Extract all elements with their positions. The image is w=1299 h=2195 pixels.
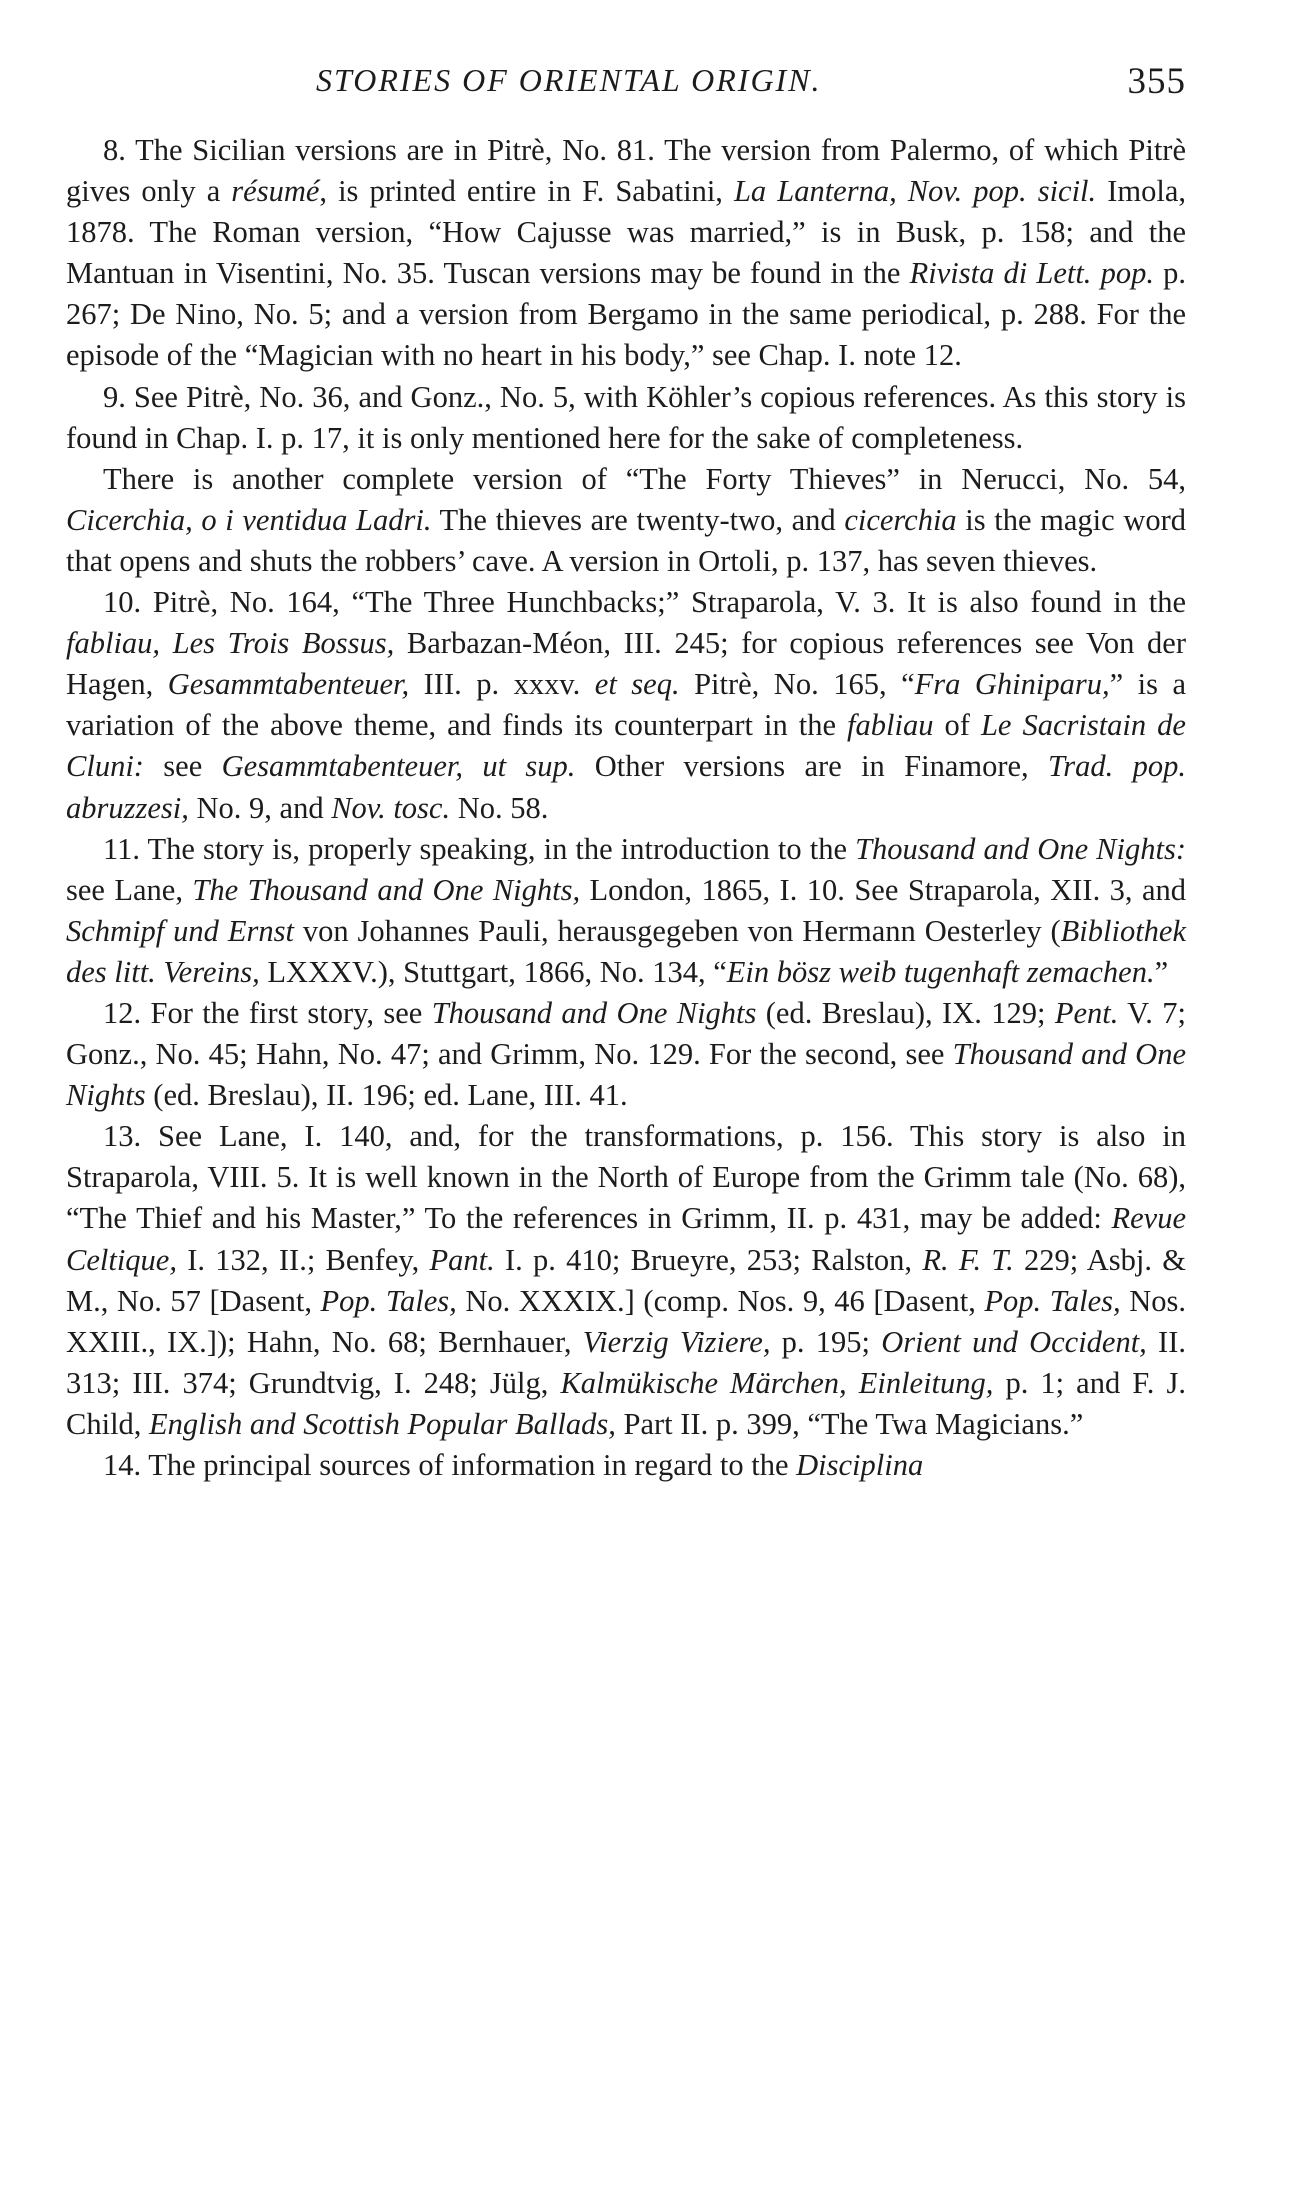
note-8 xyxy=(66,130,1186,377)
note-11 xyxy=(66,829,1186,993)
italic-citation: Le Sacristain de Cluni: xyxy=(66,708,1186,784)
note-text: 9. See Pitrè, No. 36, and Gonz., No. 5, with Köhler’s copious references. As this story is found in Chap. I. p. 17, it is only mentioned here for the sake of completeness. xyxy=(66,379,1186,455)
note-text: is the magic word that opens and shuts the robbers’ cave. A version in Ortoli, p. 137, has seven thieves. xyxy=(66,502,1186,578)
note-text: I. p. 410; Brueyre, 253; Ralston, xyxy=(494,1242,923,1277)
italic-citation: Thousand and One Nights xyxy=(431,995,757,1030)
note-text: ” xyxy=(1154,954,1169,989)
italic-citation: Revue Celtique, xyxy=(66,1201,1186,1277)
italic-citation: R. F. T. xyxy=(922,1242,1014,1277)
italic-citation: Kalmükische Märchen, Einleitung, xyxy=(560,1365,994,1400)
note-text: p. 195; xyxy=(770,1324,882,1359)
note-10 xyxy=(66,582,1186,829)
italic-citation: Thousand and One Nights: xyxy=(855,831,1186,866)
note-text: No. 9, and xyxy=(188,790,332,825)
note-text: 11. The story is, properly speaking, in the introduction to the xyxy=(103,831,856,866)
note-text: No. XXXIX.] (comp. Nos. 9, 46 [Dasent, xyxy=(456,1283,985,1318)
note-12 xyxy=(66,993,1186,1116)
italic-citation: The Thousand and One Nights, xyxy=(192,872,581,907)
note-text: von Johannes Pauli, herausgegeben von Hermann Oesterley ( xyxy=(293,913,1061,948)
note-text: of xyxy=(933,708,981,743)
note-text: LXXXV.), Stuttgart, 1866, No. 134, “ xyxy=(259,954,727,989)
italic-citation: cicerchia xyxy=(844,502,957,537)
note-text: Barbazan-Méon, III. 245; for copious references see Von der Hagen, xyxy=(66,626,1187,702)
note-text: 229; Asbj. & M., No. 57 [Dasent, xyxy=(66,1242,1186,1318)
note-text: , is printed entire in F. Sabatini, xyxy=(319,174,734,209)
running-header xyxy=(66,62,1186,112)
italic-citation: Rivista di Lett. pop. xyxy=(909,256,1154,291)
note-text: No. 58. xyxy=(450,790,549,825)
notes-body xyxy=(66,130,1186,1486)
italic-citation: Cicerchia, o i ventidua Ladri. xyxy=(66,502,432,537)
italic-citation: Disciplina xyxy=(796,1448,924,1482)
note-text: p. 1; and F. J. Child, xyxy=(66,1365,1186,1441)
note-text: 10. Pitrè, No. 164, “The Three Hunchbacks;” Straparola, V. 3. It is also found in the xyxy=(103,585,1186,620)
note-13 xyxy=(66,1116,1186,1445)
page-number: 355 xyxy=(1127,61,1186,102)
note-9 xyxy=(66,377,1186,459)
italic-citation: résumé xyxy=(231,174,320,209)
note-text: Pitrè, No. 165, “ xyxy=(679,667,915,702)
note-14 xyxy=(66,1445,1186,1486)
note-text: V. 7; Gonz., No. 45; Hahn, No. 47; and Grimm, No. 129. For the second, see xyxy=(66,995,1186,1072)
italic-citation: Nov. tosc. xyxy=(331,790,451,825)
running-title: STORIES OF ORIENTAL ORIGIN. xyxy=(316,62,822,98)
note-text: London, 1865, I. 10. See Straparola, XII. 3, and xyxy=(580,872,1186,907)
italic-citation: fabliau, Les Trois Bossus, xyxy=(66,626,395,661)
note-text: (ed. Breslau), IX. 129; xyxy=(756,995,1055,1030)
italic-citation: Pop. Tales, xyxy=(984,1283,1121,1318)
note-text: 13. See Lane, I. 140, and, for the transformations, p. 156. This story is also in Straparola, VIII. 5. It is well known in the North of Europe from the Grimm tale (No. 68), “The Thief and his Master,” To the references in Grimm, II. p. 431, may be added: xyxy=(66,1119,1186,1236)
note-text: 8. The Sicilian versions are in Pitrè, No. 81. The version from Palermo, of which Pitrè gives only a xyxy=(66,133,1186,209)
italic-citation: fabliau xyxy=(847,708,934,743)
note-text: Other versions are in Finamore, xyxy=(575,749,1048,784)
italic-citation: Trad. pop. abruzzesi, xyxy=(66,749,1186,825)
italic-citation: Ein bösz weib tugenhaft zemachen. xyxy=(726,954,1155,989)
note-text: II. 313; III. 374; Grundtvig, I. 248; Jülg, xyxy=(66,1324,1186,1400)
italic-citation: Pop. Tales, xyxy=(320,1283,457,1318)
note-text: p. 267; De Nino, No. 5; and a version from Bergamo in the same periodical, p. 288. For the episode of the “Magician with no heart in his body,” see Chap. I. note 12. xyxy=(66,256,1186,373)
italic-citation: Gesammtabenteuer, ut sup. xyxy=(221,749,576,784)
italic-citation: Vierzig Viziere, xyxy=(582,1324,771,1359)
italic-citation: La Lanterna, Nov. pop. sicil. xyxy=(733,174,1097,209)
note-text: 12. For the first story, see xyxy=(103,995,432,1030)
italic-citation: et seq. xyxy=(594,667,680,702)
italic-citation: Gesammtabenteuer, xyxy=(167,667,410,702)
note-text: 14. The principal sources of information in regard to the xyxy=(103,1448,797,1482)
italic-citation: English and Scottish Popular Ballads, xyxy=(149,1406,616,1441)
note-text: see xyxy=(143,749,222,784)
italic-citation: Thousand and One Nights xyxy=(66,1037,1186,1113)
note-text: Imola, 1878. The Roman version, “How Cajusse was married,” is in Busk, p. 158; and the Mantuan in Visentini, No. 35. Tuscan versions may be found in the xyxy=(66,174,1186,291)
note-text: ” is a variation of the above theme, and finds its counterpart in the xyxy=(66,667,1187,743)
italic-citation: Schmipf und Ernst xyxy=(66,913,294,948)
note-text: III. p. xxxv. xyxy=(409,667,595,702)
note-text: The thieves are twenty-two, and xyxy=(431,502,845,537)
note-text: see Lane, xyxy=(66,872,193,907)
italic-citation: Pent. xyxy=(1054,995,1119,1030)
italic-citation: Bibliothek des litt. Vereins, xyxy=(66,913,1186,989)
note-text: There is another complete version of “The Forty Thieves” in Nerucci, No. 54, xyxy=(103,461,1186,496)
italic-citation: Orient und Occident, xyxy=(881,1324,1147,1359)
note-9-continuation xyxy=(66,459,1186,582)
italic-citation: Pant. xyxy=(429,1242,495,1277)
note-text: I. 132, II.; Benfey, xyxy=(176,1242,430,1277)
note-text: Part II. p. 399, “The Twa Magicians.” xyxy=(615,1406,1084,1441)
note-text: (ed. Breslau), II. 196; ed. Lane, III. 41. xyxy=(145,1078,628,1113)
italic-citation: Fra Ghiniparu, xyxy=(914,667,1110,702)
note-text: Nos. XXIII., IX.]); Hahn, No. 68; Bernhauer, xyxy=(66,1283,1186,1359)
